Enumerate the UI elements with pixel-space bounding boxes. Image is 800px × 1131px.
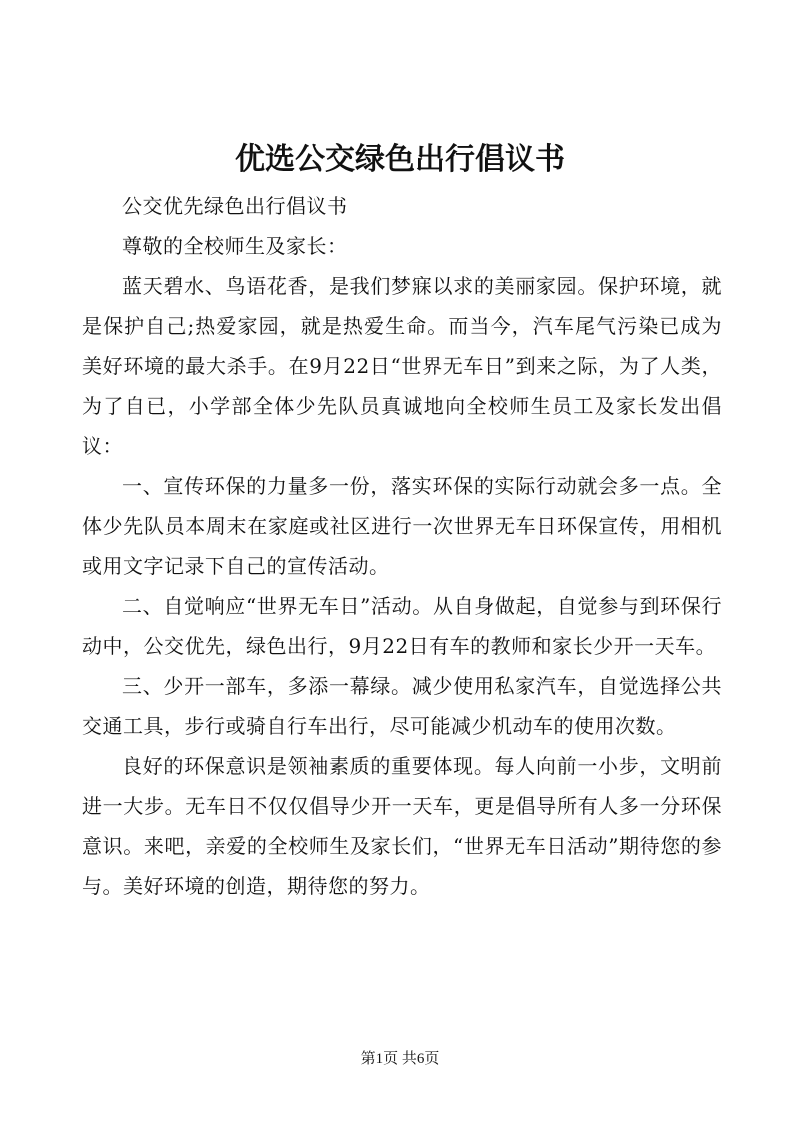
salutation-paragraph: 尊敬的全校师生及家长： (122, 234, 348, 258)
document-body (82, 186, 722, 906)
proposal-one-paragraph: 一、宣传环保的力量多一份，落实环保的实际行动就会多一点。全体少先队员本周末在家庭或社区进行一次世界无车日环保宣传，用相机或用文字记录下自己的宣传活动。 (82, 474, 722, 578)
intro-paragraph: 蓝天碧水、鸟语花香，是我们梦寐以求的美丽家园。保护环境，就是保护自己;热爱家园，就是热爱生命。而当今，汽车尾气污染已成为美好环境的最大杀手。在9月22日“世界无车日”到来之际，为了人类，为了自已，小学部全体少先队员真诚地向全校师生员工及家长发出倡议： (82, 274, 722, 458)
document-title: 优选公交绿色出行倡议书 (235, 142, 565, 177)
proposal-three-paragraph: 三、少开一部车，多添一幕绿。减少使用私家汽车，自觉选择公共交通工具，步行或骑自行车出行，尽可能减少机动车的使用次数。 (82, 674, 722, 738)
subtitle-paragraph: 公交优先绿色出行倡议书 (122, 194, 348, 218)
page-number-footer: 第1页 共6页 (360, 1051, 440, 1067)
closing-paragraph: 良好的环保意识是领袖素质的重要体现。每人向前一小步，文明前进一大步。无车日不仅仅倡导少开一天车，更是倡导所有人多一分环保意识。来吧，亲爱的全校师生及家长们，“世界无车日活动”期待您的参与。美好环境的创造，期待您的努力。 (82, 754, 722, 898)
proposal-two-paragraph: 二、自觉响应“世界无车日”活动。从自身做起，自觉参与到环保行动中，公交优先，绿色出行，9月22日有车的教师和家长少开一天车。 (82, 594, 722, 658)
